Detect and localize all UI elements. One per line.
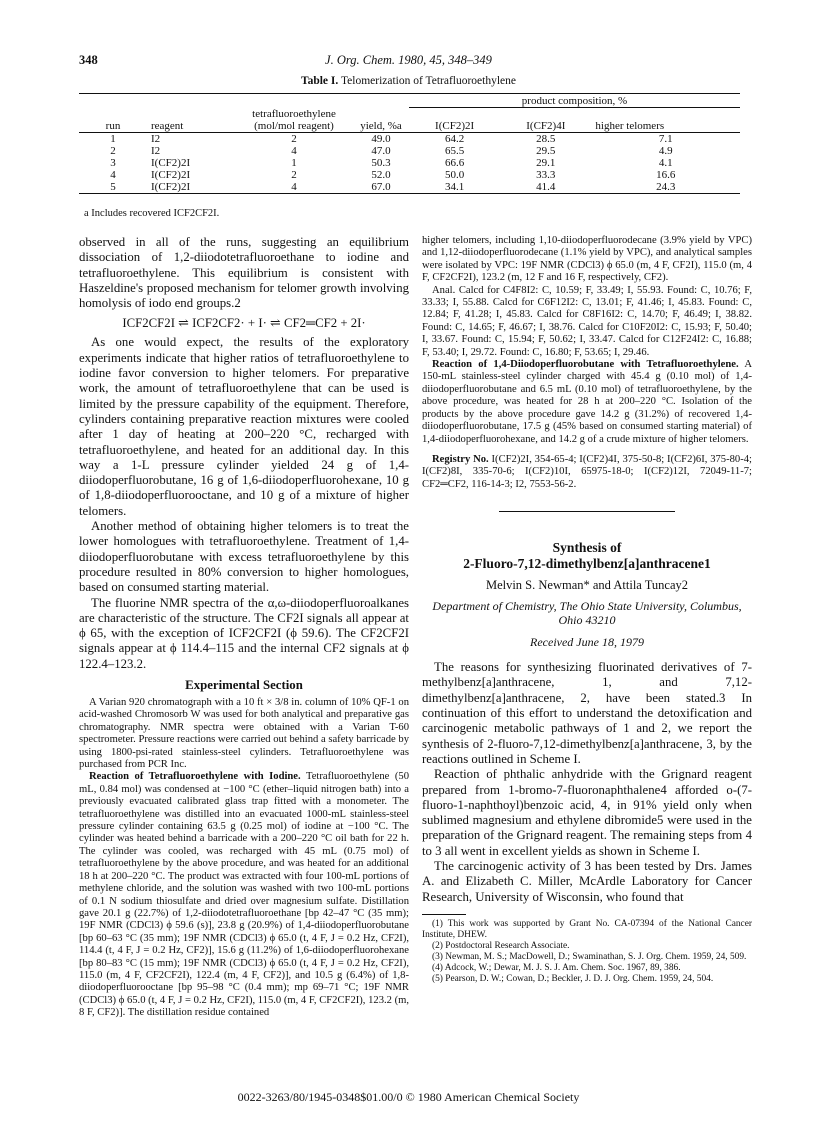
table-cell: 67.0 [353, 181, 409, 194]
table-row [79, 145, 740, 157]
table-cell: 41.4 [500, 181, 591, 194]
run-in-heading: Reaction of Tetrafluoroethylene with Iodine. [89, 771, 301, 783]
registry-heading: Registry No. [432, 453, 489, 465]
table-cell: 66.6 [444, 156, 465, 169]
table-cell: I2 [151, 144, 161, 157]
table-cell: 7.1 [658, 132, 673, 145]
paragraph [79, 771, 409, 1019]
table-col-header: higher telomers [591, 108, 740, 133]
table-cell: I(CF2)2I [151, 168, 191, 181]
paragraph: Another method of obtaining higher telomers is to treat the lower homologues with tetrafluoroethylene. Treatment of 1,4-diiodoperfluorobutane with excess tetrafluoroethylene by this procedure resulted in 80% conversion to higher homologues, based on consumed starting material. [79, 519, 409, 595]
table-cell: 4 [110, 168, 116, 181]
footnote: (4) Adcock, W.; Dewar, M. J. S. J. Am. Chem. Soc. 1967, 89, 386. [432, 962, 681, 973]
paragraph: Anal. Calcd for C4F8I2: C, 10.59; F, 33.49; I, 55.93. Found: C, 10.76; F, 33.33; I, 55.88. Calcd for C6F12I2: C, 13.01; F, 41.46; I, 45.83. Found: C, 12.84; F, 41.28; I, 45.83. Calcd for C8F16I2: C, 14.70; F, 46.49; I, 38.82. Found: C, 14.65; F, 46.67; I, 38.76. Calcd for C10F20I2: C, 15.93; F, 50.40; I, 33.67. Found: C, 15.94; F, 50.62; I, 33.47. Calcd for C12F24I2: C, 16.88; F, 53.40; I, 29.72. Found: C, 16.80; F, 53.65; I, 29.46. [422, 284, 752, 358]
telomerization-table [79, 93, 740, 194]
article-title-line: Synthesis of [552, 540, 622, 556]
table-cell: 4.1 [658, 156, 673, 169]
page-number: 348 [79, 53, 98, 67]
paragraph-text: Tetrafluoroethylene (50 mL, 0.84 mol) was condensed at −100 °C (ether–liquid nitrogen bath) into a previously evacuated calibrated glass trap fitted with a monometer. The tetrafluoroethylene was distilled into an evacuated 1000-mL stainless-steel pressure cylinder containing 63.5 g (0.25 mol) of iodine at −100 °C. The cylinder was heated behind a barricade with a 200–220 °C oil bath for 22 h. The cylinder was cooled, was recharged with 45 mL (0.75 mol) of tetrafluoroethylene by the above procedure, and was heated for an additional 18 h at 200–220 °C. The product was extracted with four 100-mL portions of methylene chloride, and the solution was washed with two 100-mL portions of 0.1 N sodium thiosulfate and dried over magnesium sulfate. Distillation gave 20.1 g (22.7%) of 1,2-diiodotetrafluoroethane [bp 42–47 °C (35 mm); 19F NMR (CDCl3) ϕ 59.6 (s)], 23.8 g (20.9%) of 1,4-diiodoperfluorobutane [bp 60–63 °C (35 mm); 19F NMR (CDCl3) ϕ 65.0 (t, 4 F, J = 0.2 Hz, CF2I), 114.4 (t, 4 F, J = 0.2 Hz, CF2)], 15.6 g (11.2%) of 1,6-diiodoperfluorohexane [bp 80–83 °C (15 mm); 19F NMR (CDCl3) ϕ 65.0 (t, 4 F, J = 0.2 Hz, CF2I), 115.0 (m, 4 F, CF2CF2I), 122.4 (m, 4 F, CF2)], and 10.5 g (6.4%) of 1,8-diiodoperfluorooctane [bp 95–98 °C (0.4 mm); mp 69–71 °C; 19F NMR (CDCl3) ϕ 65.0 (t, 4 F, J = 0.2 Hz, CF2I), 115.0 (m, 4 F, CF2CF2I), 123.2 (m, 8 F, CF2)]. The distillation residue contained [79, 771, 409, 1019]
authors: Melvin S. Newman* and Attila Tuncay2 [485, 578, 689, 593]
table-row [79, 181, 740, 194]
registry-numbers [422, 454, 752, 491]
table-cell: 34.1 [409, 181, 500, 194]
paragraph: As one would expect, the results of the exploratory experiments indicate that higher ratios of tetrafluoroethylene to iodine favor conversion to higher telomers. For preparative work, the amount of tetrafluoroethylene that can be used is limited by the pressure capability of the equipment. Therefore, cylinders containing preparative reaction mixtures were cooled after 1 day of heating at 200–220 °C, recharged with tetrafluoroethylene, and heated for an additional day. In this way a 1-L pressure cylinder yielded 24 g of 1,4-diiodoperfluorobutane, 16 g of 1,6-diiodoperfluorohexane, 10 g of 1,8-diiodoperfluorooctane, and 10 g of a mixture of higher telomers. [79, 335, 409, 518]
table-cell: 4.9 [658, 144, 673, 157]
table-cell: 3 [110, 156, 116, 169]
affiliation: Department of Chemistry, The Ohio State University, Columbus, Ohio 43210 [432, 599, 742, 628]
paragraph: Reaction of phthalic anhydride with the Grignard reagent prepared from 1-bromo-7-fluoronaphthalene4 afforded o-(7-fluoro-1-naphthoyl)benzoic acid, 4, in 91% yield only when sublimed magnesium and ethylene dibromide5 were used in the preparation of the Grignard reagent. The remaining steps from 4 to 3 all went in excellent yields as shown in Scheme I. [422, 767, 752, 858]
footnote: (3) Newman, M. S.; MacDowell, D.; Swaminathan, S. J. Org. Chem. 1959, 24, 509. [432, 951, 747, 962]
table-cell: 47.0 [371, 144, 391, 157]
table-cell: 65.5 [444, 144, 465, 157]
footnote: (2) Postdoctoral Research Associate. [432, 940, 570, 951]
table-row [79, 157, 740, 169]
table-cell: 16.6 [656, 168, 676, 181]
section-heading: Experimental Section [185, 678, 303, 693]
table-caption [0, 75, 817, 87]
running-head: J. Org. Chem. 1980, 45, 348–349 [325, 53, 492, 67]
table-row [79, 132, 740, 145]
equation: ICF2CF2I ⇌ ICF2CF2· + I· ⇌ CF2═CF2 + 2I· [122, 316, 366, 331]
article-title-line: 2-Fluoro-7,12-dimethylbenz[a]anthracene1 [463, 556, 711, 572]
table-cell: I(CF2)2I [147, 181, 235, 194]
paragraph: A Varian 920 chromatograph with a 10 ft × 3/8 in. column of 10% QF-1 on acid-washed Chromosorb W was used for both analytical and preparative gas chromatography. NMR spectra were obtained with a Varian T-60 spectrometer. Pressure reactions were carried out behind a safety barricade by using 1800-psi-rated stainless-steel cylinders. Tetrafluoroethylene was purchased from PCR Inc. [79, 697, 409, 771]
registry-text: I(CF2)2I, 354-65-4; I(CF2)4I, 375-50-8; I(CF2)6I, 375-80-4; I(CF2)8I, 335-70-6; I(CF2)10I, 65975-18-0; I(CF2)12I, 72049-11-7; CF2═CF2, 116-14-3; I2, 7553-56-2. [422, 453, 752, 490]
table-cell: 52.0 [371, 168, 391, 181]
table-cell: 4 [235, 181, 353, 194]
table-caption-text: Telomerization of Tetrafluoroethylene [340, 75, 517, 87]
table-cell: 64.2 [444, 132, 465, 145]
copyright-line: 0022-3263/80/1945-0348$01.00/0 © 1980 American Chemical Society [237, 1090, 580, 1104]
paragraph: observed in all of the runs, suggesting an equilibrium dissociation of 1,2-diiodotetrafluoroethane to iodine and tetrafluoroethylene. This equilibrium is consistent with Haszeldine's proposed mechanism for telomer growth involving homolysis of iodo end groups.2 [79, 235, 409, 311]
table-cell: 4 [291, 144, 297, 157]
paragraph-text: A 150-mL stainless-steel cylinder charged with 45.4 g (0.10 mol) of 1,4-diiodoperfluorobutane and 6.5 mL (0.10 mol) of tetrafluoroethylene, by the above procedure, was heated for 28 h at 200–220 °C. Isolation of the products by the above procedure gave 14.2 g (31.2%) of recovered 1,4-diiodoperfluorobutane, 17.5 g (45% based on consumed starting material) of 1,4-diiodoperfluorohexane, and 14.2 g of a crude mixture of higher telomers. [422, 359, 752, 445]
table-caption-label: Table I. [300, 75, 339, 87]
table-col-header: I(CF2)4I [500, 108, 591, 133]
run-in-heading: Reaction of 1,4-Diiodoperfluorobutane with Tetrafluoroethylene. [432, 359, 739, 371]
table-col-header: run [79, 108, 147, 133]
table-footnote: a Includes recovered ICF2CF2I. [84, 208, 220, 219]
paragraph: The reasons for synthesizing fluorinated derivatives of 7-methylbenz[a]anthracene, 1, and 7,12-dimethylbenz[a]anthracene, 2, have been stated.3 In continuation of this effort to understand the detoxification and carcinogenic metabolic pathways of 1 and 2, we report the synthesis of 2-fluoro-7,12-dimethylbenz[a]anthracene, 3, by the reactions outlined in Scheme I. [422, 660, 752, 766]
footnote: (5) Pearson, D. W.; Cowan, D.; Beckler, J. D. J. Org. Chem. 1959, 24, 504. [432, 973, 714, 984]
received-date: Received June 18, 1979 [530, 635, 644, 650]
right-column [422, 235, 752, 985]
table-cell: 24.3 [591, 181, 740, 194]
table-cell: 29.1 [536, 156, 556, 169]
table-cell: 1 [110, 132, 116, 145]
table-cell: 5 [79, 181, 147, 194]
table-col-header: tetrafluoroethylene (mol/mol reagent) [235, 108, 353, 133]
table-cell: 2 [291, 168, 297, 181]
table-cell: 50.0 [444, 168, 465, 181]
table-cell: 33.3 [536, 168, 556, 181]
table-cell: I(CF2)2I [151, 156, 191, 169]
table-col-header: reagent [147, 108, 235, 133]
table-cell: 49.0 [371, 132, 391, 145]
table-group-header: product composition, % [409, 95, 740, 108]
paragraph: The carcinogenic activity of 3 has been tested by Drs. James A. and Elizabeth C. Miller, McArdle Laboratory for Cancer Research, University of Wisconsin, who found that [422, 858, 752, 904]
table-cell: 2 [291, 132, 297, 145]
table-col-header: yield, %a [353, 108, 409, 133]
table-col-header: I(CF2)2I [409, 108, 500, 133]
paragraph: The fluorine NMR spectra of the α,ω-diiodoperfluoroalkanes are characteristic of the structure. The CF2I signals all appear at ϕ 65, with the exception of ICF2CF2I (ϕ 59.6). The CF2CF2I signals appear at ϕ 114.4–115 and the internal CF2 signals at ϕ 122.4–123.2. [79, 595, 409, 671]
article-divider [499, 511, 675, 512]
paragraph [422, 359, 752, 446]
table-cell: I2 [151, 132, 161, 145]
paragraph: higher telomers, including 1,10-diiodoperfluorodecane (3.9% yield by VPC) and 1,12-diiodoperfluorodecane (1.1% yield by VPC), and analytical samples were isolated by VPC: 19F NMR (CDCl3) ϕ 65.0 (m, 4 F, CF2I), 115.0 (m, 4 F, CF2CF2I), 123.2 (m, 12 F and 16 F, respectively, CF2). [422, 235, 752, 284]
table-cell: 50.3 [371, 156, 391, 169]
footnote: (1) This work was supported by Grant No. CA-07394 of the National Cancer Institute, DHEW. [422, 918, 752, 940]
footnote-rule [422, 914, 466, 915]
table-cell: 2 [110, 144, 116, 157]
table-cell: 29.5 [536, 144, 556, 157]
table-row [79, 169, 740, 181]
table-cell: 28.5 [536, 132, 556, 145]
article-title [422, 540, 752, 572]
left-column [79, 235, 409, 1020]
table-cell: 1 [291, 156, 297, 169]
